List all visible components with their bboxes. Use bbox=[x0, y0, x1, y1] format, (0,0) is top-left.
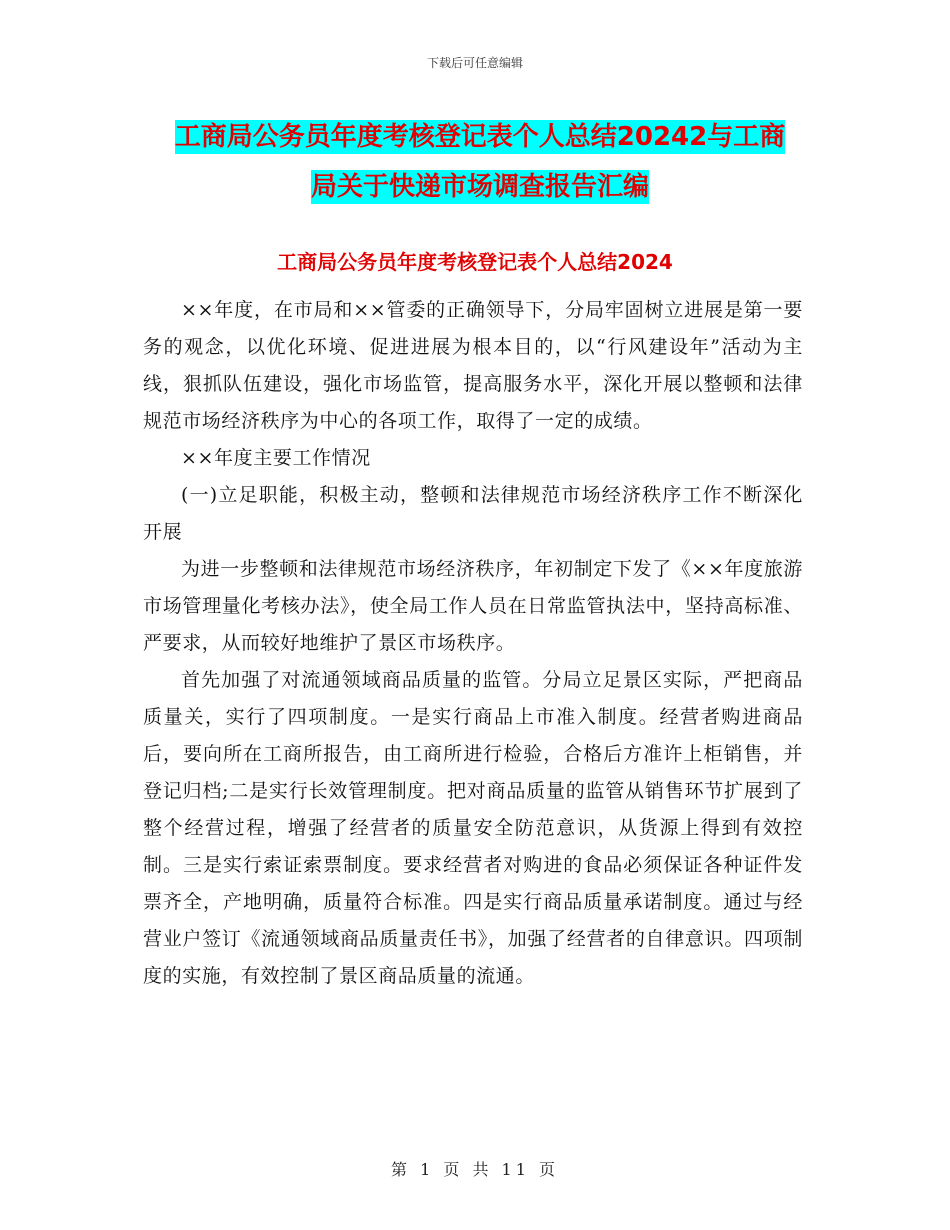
paragraph-quality-supervision: 首先加强了对流通领域商品质量的监管。分局立足景区实际，严把商品质量关，实行了四项制度。一是实行商品上市准入制度。经营者购进商品后，要向所在工商所报告，由工商所进行检验，合格后方准许上柜销售，并登记归档;二是实行长效管理制度。把对商品质量的监管从销售环节扩展到了整个经营过程，增强了经营者的质量安全防范意识，从货源上得到有效控制。三是实行索证索票制度。要求经营者对购进的食品必须保证各种证件发票齐全，产地明确，质量符合标准。四是实行商品质量承诺制度。通过与经营业户签订《流通领域商品质量责任书》，加强了经营者的自律意识。四项制度的实施，有效控制了景区商品质量的流通。 bbox=[143, 669, 803, 987]
paragraph-regulation: 为进一步整顿和法律规范市场经济秩序，年初制定下发了《××年度旅游市场管理量化考核办法》，使全局工作人员在日常监管执法中，坚持高标准、严要求，从而较好地维护了景区市场秩序。 bbox=[143, 558, 803, 654]
body-text bbox=[143, 292, 803, 995]
paragraph-subheading-1: (一)立足职能，积极主动，整顿和法律规范市场经济秩序工作不断深化开展 bbox=[143, 484, 803, 543]
paragraph-intro: ××年度，在市局和××管委的正确领导下，分局牢固树立进展是第一要务的观念，以优化环境、促进进展为根本目的，以“行风建设年”活动为主线，狠抓队伍建设，强化市场监管，提高服务水平，深化开展以整顿和法律规范市场经济秩序为中心的各项工作，取得了一定的成绩。 bbox=[143, 299, 803, 432]
document-title bbox=[150, 112, 810, 212]
header-note: 下载后可任意编辑 bbox=[426, 56, 523, 70]
section-title: 工商局公务员年度考核登记表个人总结2024 bbox=[277, 250, 673, 274]
document-title-line-2: 局关于快递市场调查报告汇编 bbox=[310, 172, 649, 202]
document-title-line-1: 工商局公务员年度考核登记表个人总结20242与工商 bbox=[174, 122, 786, 152]
paragraph-heading-work-summary: ××年度主要工作情况 bbox=[181, 447, 371, 469]
page-footer: 第 1 页 共 11 页 bbox=[391, 1160, 559, 1179]
